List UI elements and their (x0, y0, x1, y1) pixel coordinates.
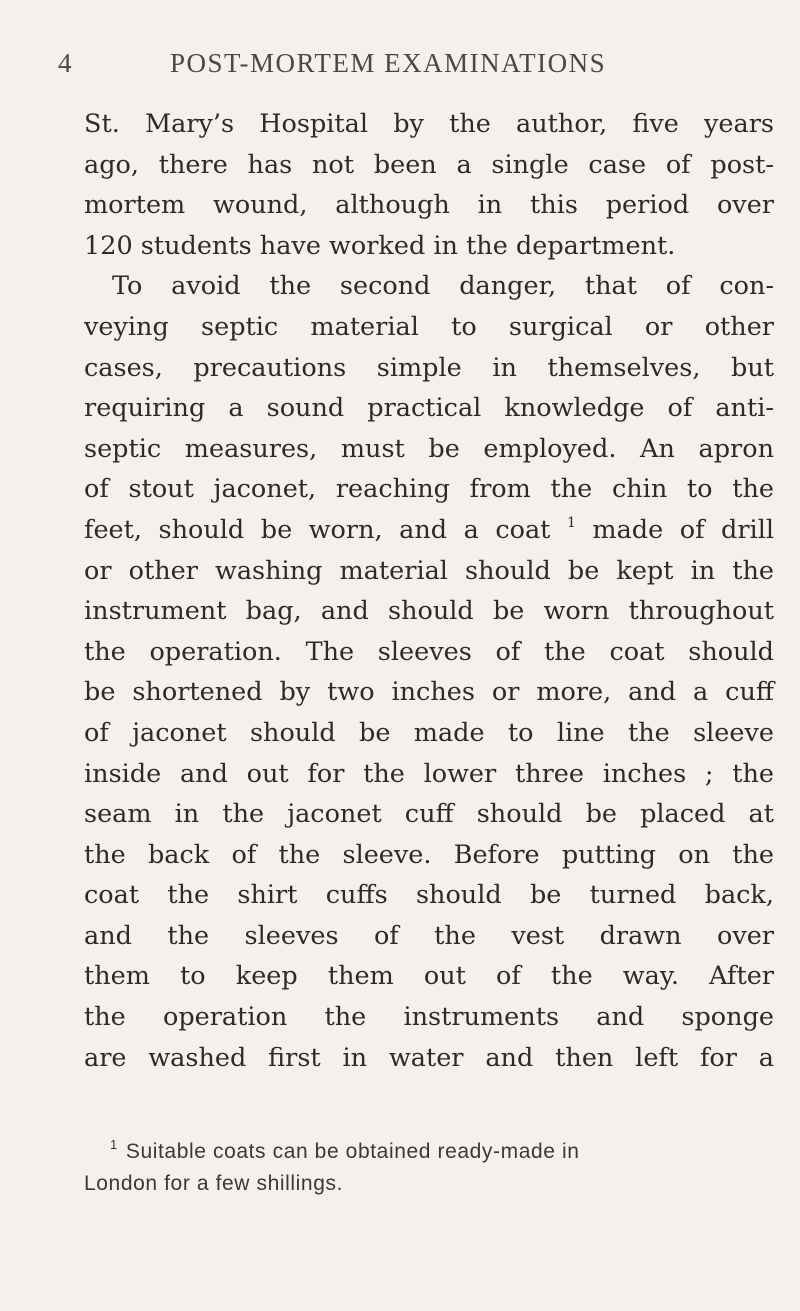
text-line: coat the shirt cuffs should be turned back, (84, 880, 774, 911)
text-line: mortem wound, although in this period over (84, 190, 774, 221)
text-line (84, 510, 774, 551)
text-line: or other washing material should be kept in the (84, 555, 774, 586)
running-head: POST-MORTEM EXAMINATIONS (170, 48, 607, 78)
text-line: septic measures, must be employed. An apron (84, 433, 774, 464)
text-line: instrument bag, and should be worn throughout (84, 596, 774, 627)
text-segment: feet, should be worn, and a coat (84, 514, 551, 545)
paragraph-start-line: To avoid the second danger, that of con- (112, 271, 774, 302)
text-line: veying septic material to surgical or other (84, 311, 774, 342)
text-line: of jaconet should be made to line the sleeve (84, 717, 774, 748)
footnote-text: Suitable coats can be obtained ready-made in (125, 1140, 580, 1163)
text-line: are washed first in water and then left for a (84, 1042, 774, 1073)
text-line: 120 students have worked in the department. (84, 230, 676, 261)
footnote-line (84, 1136, 774, 1168)
text-line: ago, there has not been a single case of post- (84, 149, 774, 180)
text-line: St. Mary’s Hospital by the author, five years (84, 109, 774, 139)
text-line: and the sleeves of the vest drawn over (84, 920, 774, 951)
text-line: of stout jaconet, reaching from the chin to the (84, 474, 774, 505)
text-line: them to keep them out of the way. After (84, 961, 774, 992)
page-number: 4 (58, 48, 73, 78)
footnote-reference: 1 (566, 514, 576, 531)
text-line: seam in the jaconet cuff should be placed at (84, 799, 774, 830)
text-line: the operation the instruments and sponge (84, 1002, 774, 1033)
body-text (84, 104, 774, 1078)
text-line: inside and out for the lower three inches ; the (84, 758, 774, 789)
page-header (58, 48, 758, 88)
text-line: be shortened by two inches or more, and a cuff (84, 677, 774, 708)
footnote (84, 1136, 774, 1200)
text-line: the back of the sleeve. Before putting on the (84, 839, 774, 870)
text-segment: made of drill (592, 514, 775, 545)
text-line: the operation. The sleeves of the coat should (84, 636, 774, 667)
footnote-marker: 1 (110, 1137, 118, 1152)
text-line: requiring a sound practical knowledge of anti- (84, 393, 774, 424)
footnote-line: London for a few shillings. (84, 1172, 344, 1195)
text-line: cases, precautions simple in themselves, but (84, 352, 774, 383)
